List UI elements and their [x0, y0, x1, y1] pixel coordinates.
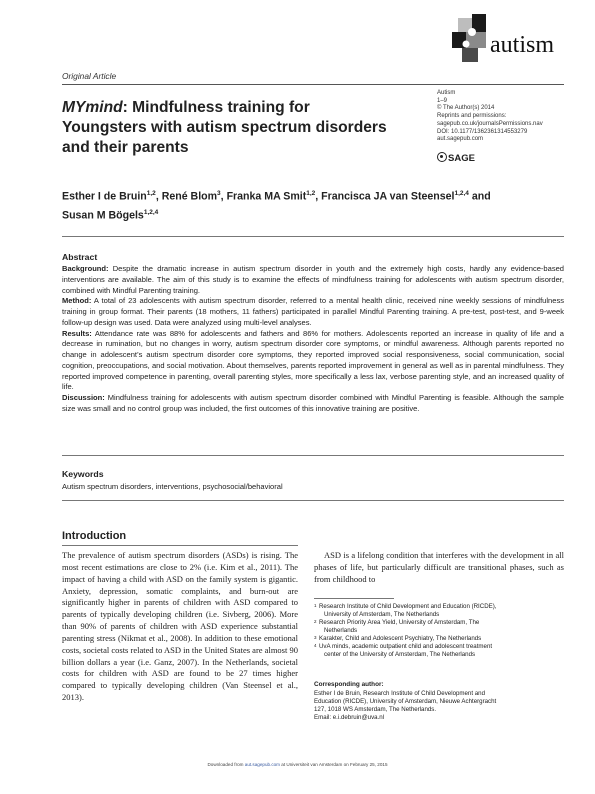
- affiliation-line: UvA minds, academic outpatient child and adolescent treatment: [319, 643, 493, 650]
- corresponding-author-details: [314, 690, 564, 722]
- introduction-rule: [62, 545, 298, 546]
- author-affiliation-marker: 1,2,4: [454, 190, 469, 197]
- keywords-text: Autism spectrum disorders, interventions, psychosocial/behavioral: [62, 482, 283, 491]
- corresponding-line: Education (RICDE), University of Amsterdam, Nieuwe Achtergracht: [314, 698, 497, 705]
- affiliation-number: 2: [314, 619, 317, 624]
- author-affiliation-marker: 1,2: [306, 190, 316, 197]
- author-separator: and: [468, 190, 491, 203]
- abstract-section: [62, 393, 564, 415]
- abstract-section-label: Background:: [62, 264, 109, 273]
- corresponding-line: Esther I de Bruin, Research Institute of Child Development and: [314, 690, 486, 697]
- abstract-heading: Abstract: [62, 252, 98, 262]
- publisher-logo: [437, 152, 475, 164]
- author-separator: ,: [155, 190, 162, 203]
- download-footer: [0, 762, 595, 767]
- affiliation-line: center of the University of Amsterdam, The Netherlands: [324, 651, 476, 658]
- introduction-right-column: [314, 550, 564, 586]
- intro-paragraph-continued: ASD is a lifelong condition that interferes with the development in all phases of life, but particularly difficult are transitional phases, such as from childhood to: [314, 550, 564, 584]
- sage-logo-icon: [437, 152, 447, 162]
- header-rule: [62, 84, 564, 85]
- abstract-section-text: Attendance rate was 88% for adolescents and fathers and 86% for mothers. Adolescents reported an increase in quality of life and a decrease in rumination, but no changes in worry, autism spectrum disorder core symptoms, or mindful awareness. Although parents reported no change in adolescent’s autism spectrum disorder core symptoms, they reported improved social responsiveness, social communication, social cognition, preoccupations, and social motivation. About themselves, parents reported improvement in general as well as in parental mindfulness. They reported improved competence in parenting, overall parenting styles, more specifically a less lax, verbose parenting style, and an increased quality of life.: [62, 328, 564, 392]
- meta-line: sagepub.co.uk/journalsPermissions.nav: [437, 120, 543, 127]
- affiliation-line: Karakter, Child and Adolescent Psychiatry, The Netherlands: [319, 635, 482, 642]
- abstract-section-label: Discussion:: [62, 393, 105, 402]
- affiliations: [314, 603, 564, 659]
- download-suffix: at Universiteit van Amsterdam on February 25, 2015: [280, 762, 388, 767]
- author-name: René Blom: [161, 190, 218, 203]
- author-affiliation-marker: 1,2,4: [143, 209, 159, 217]
- abstract-body: [62, 264, 564, 415]
- publisher-name: SAGE: [448, 153, 475, 164]
- author-name: Francisca JA van Steensel: [321, 190, 455, 203]
- affiliation-line: Research Institute of Child Development and Education (RICDE),: [319, 603, 497, 610]
- journal-wordmark: autism: [490, 32, 554, 58]
- author-name: Esther I de Bruin: [62, 190, 147, 203]
- affiliation-number: 4: [314, 643, 317, 648]
- affiliation-number: 3: [314, 635, 317, 640]
- affiliation-line: University of Amsterdam, The Netherlands: [324, 611, 440, 618]
- title-italic-part: MYmind: [62, 99, 123, 116]
- meta-line: © The Author(s) 2014: [437, 105, 495, 112]
- intro-paragraph: The prevalence of autism spectrum disorders (ASDs) is rising. The most recent estimations are close to 2% (i.e. Kim et al., 2011). The impact of having a child with ASD on the family system is gigantic. Anxiety, depression, somatic complaints, and burn-out are significantly higher in parents of children with ASD compared to parents of typically developing children (i.e. Sivberg, 2006). More than 90% of parents of children with ASD experience substantial parenting stress (Nikmat et al., 2008). In addition to these emotional costs, societal costs related to ASD in the United States are almost 90 billion dollars a year (i.e. Ganz, 2007). In the Netherlands, societal costs for children with ASD are found to be 27 times higher compared to typically developing children (Van Steensel et al., 2013).: [62, 550, 298, 703]
- abstract-section-text: Mindfulness training for adolescents with autism spectrum disorder combined with Mindful Parenting is feasible. Although the sample size was small and no control group was included, the first outcomes of this innovative training are positive.: [62, 393, 564, 413]
- affiliation-number: 1: [314, 603, 317, 608]
- affiliation: [314, 619, 564, 635]
- corresponding-author-heading: Corresponding author:: [314, 681, 384, 688]
- author-separator: ,: [220, 190, 227, 203]
- affiliation: [314, 643, 564, 659]
- meta-line: aut.sagepub.com: [437, 136, 484, 143]
- abstract-section: [62, 264, 564, 296]
- author-list: [62, 186, 502, 224]
- affiliation-line: Netherlands: [324, 627, 358, 634]
- author-affiliation-marker: 3: [217, 190, 221, 197]
- affiliation: [314, 635, 564, 643]
- meta-line: Reprints and permissions:: [437, 113, 507, 120]
- title-main-part: : Mindfulness training for Youngsters with autism spectrum disorders and their parents: [62, 99, 387, 156]
- author-separator: ,: [315, 190, 322, 203]
- meta-line: DOI: 10.1177/1362361314553279: [437, 128, 528, 135]
- corresponding-line: 127, 1018 WS Amsterdam, The Netherlands.: [314, 706, 437, 713]
- footnote-rule: [314, 598, 394, 599]
- author-name: Franka MA Smit: [226, 190, 307, 203]
- abstract-section-label: Method:: [62, 296, 92, 306]
- journal-logo: [452, 14, 564, 62]
- author-name: Susan M Bögels: [62, 209, 144, 222]
- journal-link[interactable]: aut.sagepub.com: [244, 762, 281, 767]
- meta-line: Autism: [437, 90, 456, 96]
- keywords-heading: Keywords: [62, 469, 104, 479]
- article-title: [62, 98, 392, 158]
- puzzle-logo-icon: [452, 14, 492, 62]
- corresponding-line: Email: e.i.debruin@uva.nl: [314, 714, 385, 721]
- abstract-section: [62, 329, 564, 394]
- abstract-section: [62, 296, 564, 328]
- keywords-rule: [62, 500, 564, 501]
- introduction-heading: Introduction: [62, 530, 127, 542]
- affiliation: [314, 603, 564, 619]
- abstract-section-label: Results:: [62, 328, 92, 338]
- download-prefix: Downloaded from: [207, 762, 245, 767]
- abstract-section-text: Despite the dramatic increase in autism spectrum disorder in youth and the extremely high costs, hardly any evidence-based interventions are available. The aim of this study is to examine the effects of mindfulness training for adolescents with autism spectrum disorder, combined with Mindful Parenting training.: [62, 264, 564, 295]
- journal-meta: [437, 90, 567, 144]
- introduction-left-column: [62, 550, 298, 704]
- article-type: Original Article: [62, 71, 117, 81]
- affiliation-line: Research Priority Area Yield, University of Amsterdam, The: [319, 619, 480, 626]
- author-affiliation-marker: 1,2: [146, 190, 156, 197]
- meta-line: 1–9: [437, 97, 448, 104]
- abstract-section-text: A total of 23 adolescents with autism spectrum disorder, referred to a mental health clinic, received nine weekly sessions of mindfulness training in group format. Their parents (18 mothers, 11 fathers) participated in parallel Mindful Parenting training. A pre-test, post-test, and 9-week follow-up design was used. Data were analyzed using multi-level analyses.: [62, 296, 564, 327]
